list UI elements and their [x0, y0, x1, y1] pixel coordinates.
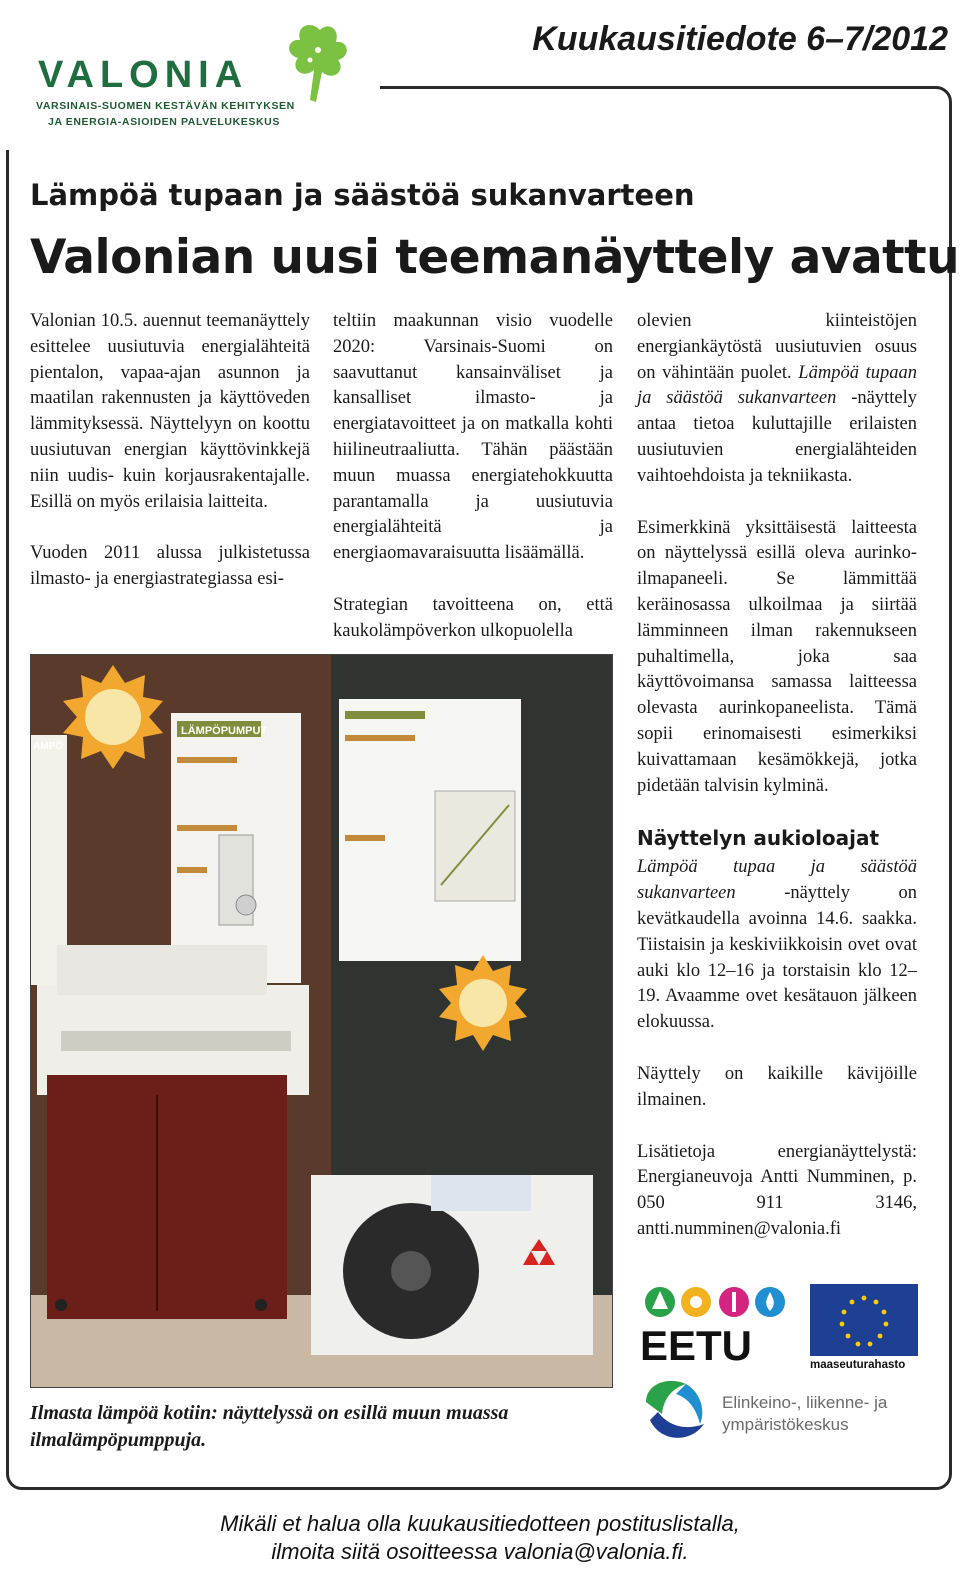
footer-line-1: Mikäli et halua olla kuukausitiedotteen postituslistalla,: [220, 1511, 740, 1536]
eu-flag-logo: [810, 1284, 918, 1371]
paragraph: Strategian tavoitteena on, että kaukolämpöverkon ulkopuolella: [333, 594, 613, 641]
logo-subtitle-line-2: JA ENERGIA-ASIOIDEN PALVELUKESKUS: [48, 116, 280, 128]
text-run: olevien kiinteistöjen energiankäytöstä uusiutuvien osuus on vähintään puolet.: [637, 311, 917, 383]
sponsor-logos-graphic: [640, 1284, 920, 1454]
valonia-logo: [36, 26, 366, 136]
eetu-logo: [640, 1287, 785, 1369]
footer-line-2: ilmoita siitä osoitteessa valonia@valonia.fi.: [271, 1539, 689, 1564]
exhibition-title: Lämpöä tupaan ja säästöä sukanvarteen: [637, 362, 918, 409]
text-column-2: [333, 309, 613, 671]
exhibition-photo: [30, 654, 613, 1388]
logo-wordmark: VALONIA: [38, 54, 249, 96]
paragraph: Näyttely on kaikille kävijöille ilmainen.: [637, 1063, 917, 1110]
article-headline: Valonian uusi teemanäyttely avattu: [30, 230, 960, 285]
opening-hours-heading: Näyttelyn aukioloajat: [637, 826, 880, 851]
eu-fund-label: maaseuturahasto: [810, 1359, 906, 1371]
paragraph: Esimerkkinä yksittäisestä laitteesta on näyttelyssä esillä oleva aurinko-ilmapaneeli. Se lämmittää keräinosassa ulkoilmaa ja siirtää lämminneen ilman rakennukseen puhaltimella, joka saa käyttövoimansa samassa laitteessa olevasta aurinkopaneelista. Tämä sopii erinomaisesti esimerkiksi kuivattamaan kesämökkejä, jotka pidetään talvisin kylminä.: [637, 517, 917, 796]
ely-name-line-1: Elinkeino-, liikenne- ja: [722, 1393, 888, 1412]
poster-heading: LÄMPÖPUMPUT: [181, 725, 268, 737]
eetu-wordmark: EETU: [640, 1322, 753, 1369]
paragraph: Valonian 10.5. auennut teemanäyttely esittelee uusiutuvia energialähteitä pientalon, vapaa-ajan asunnon ja maatilan rakennusten ja käyttöveden lämmityksessä. Näyttelyyn on koottu uusiutuvan energian käyttövinkkejä niin uudis- kuin korjausrakentajalle. Esillä on myös erilaisia laitteita.: [30, 311, 310, 512]
sponsor-logos: [640, 1284, 920, 1454]
text-column-1: [30, 309, 310, 619]
photo-caption: Ilmasta lämpöä kotiin: näyttelyssä on esillä muun muassa ilmalämpöpumppuja.: [30, 1402, 509, 1451]
issue-title: Kuukausitiedote 6–7/2012: [532, 20, 948, 58]
paragraph: [637, 855, 917, 1036]
photo-illustration: [31, 655, 613, 1388]
unsubscribe-footer: [0, 1510, 960, 1566]
text-run: -näyttely antaa tietoa kuluttajille erilaisten uusiutuvien energialähteiden vaihtoehdoista ja tekniikasta.: [637, 388, 917, 486]
paragraph: Vuoden 2011 alussa julkistetussa ilmasto- ja energiastrategiassa esi-: [30, 543, 310, 590]
clover-leaf-icon: [280, 20, 360, 110]
ely-name-line-2: ympäristökeskus: [722, 1415, 849, 1434]
paragraph: [637, 309, 917, 490]
exhibition-title: Lämpöä tupaa ja säästöä sukanvarteen: [637, 857, 917, 904]
article-kicker: Lämpöä tupaan ja säästöä sukanvarteen: [30, 178, 695, 212]
poster-left-heading: AMPÖ: [33, 741, 63, 752]
text-column-3: [637, 309, 917, 1269]
paragraph: teltiin maakunnan visio vuodelle 2020: Varsinais-Suomi on saavuttanut kansainväliset ja kansalliset ilmasto- ja energiatavoitteet ja on matkalla kohti hiilineutraaliutta. Tähän päästään muun muassa energiatehokkuutta parantamalla ja uusiutuvia energialähteitä ja energiaomavaraisuutta lisäämällä.: [333, 311, 613, 564]
ely-logo: [646, 1381, 888, 1438]
logo-subtitle-line-1: VARSINAIS-SUOMEN KESTÄVÄN KEHITYKSEN: [36, 100, 295, 112]
contact-paragraph: Lisätietoja energianäyttelystä: Energianeuvoja Antti Numminen, p. 050 911 3146, antti.numminen@valonia.fi: [637, 1141, 917, 1239]
text-run: -näyttely on kevätkaudella avoinna 14.6. saakka. Tiistaisin ja keskiviikkoisin ovet ovat auki klo 12–16 ja torstaisin klo 12–19. Avaamme ovet kesätauon jälkeen elokuussa.: [637, 883, 917, 1033]
